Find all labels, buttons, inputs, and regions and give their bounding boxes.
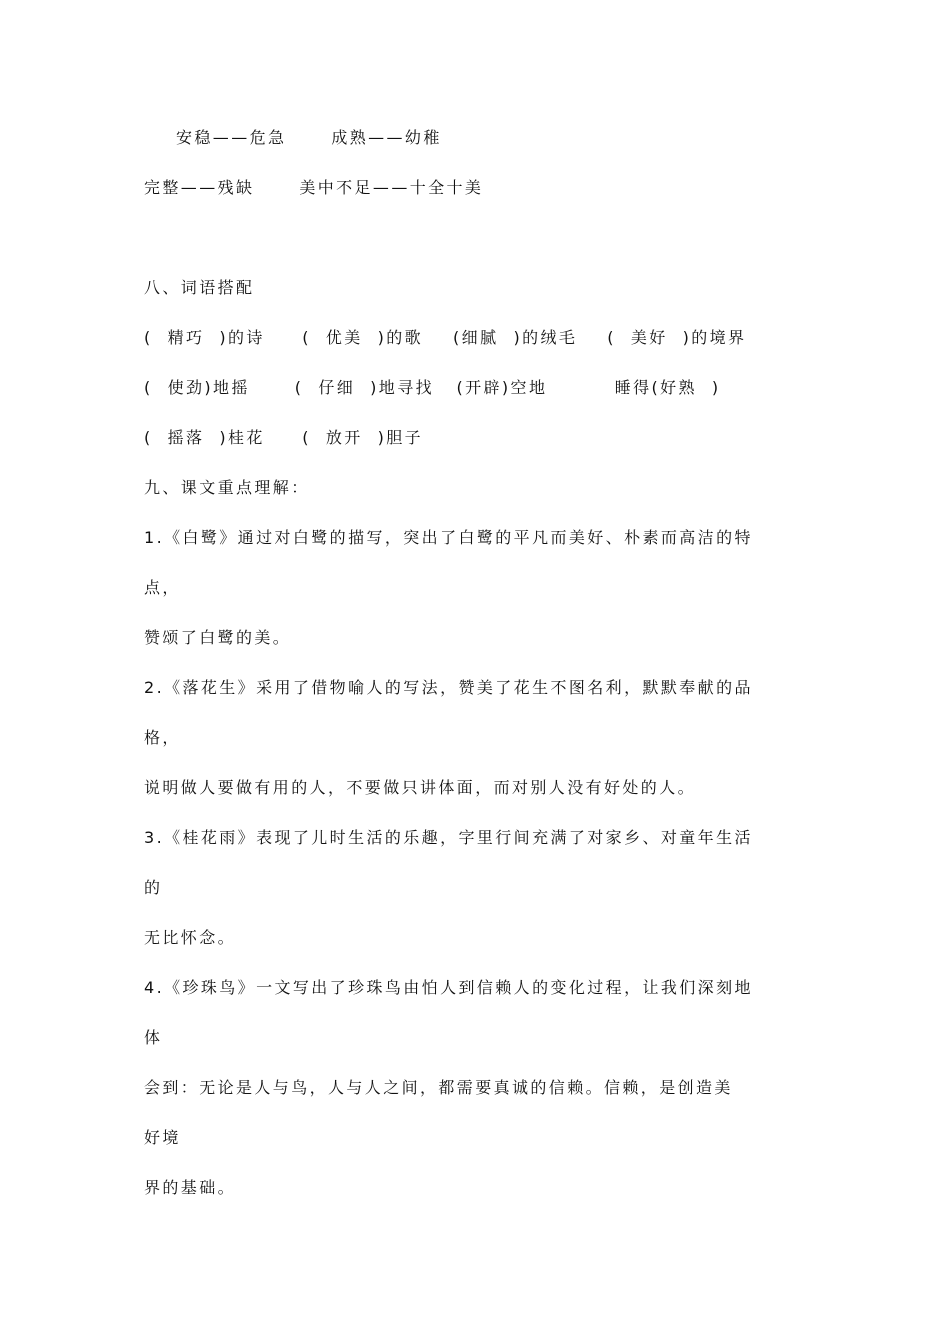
section-8-title: 八、词语搭配: [144, 278, 255, 297]
antonym-line-1: 安稳——危急 成熟——幼稚: [176, 128, 442, 147]
text-line: 好境: [144, 1128, 181, 1147]
text-line: 会到：无论是人与鸟，人与人之间，都需要真诚的信赖。信赖，是创造美: [144, 1078, 733, 1097]
text-line: 4.《珍珠鸟》一文写出了珍珠鸟由怕人到信赖人的变化过程，让我们深刻地: [144, 978, 753, 997]
text-line: 1.《白鹭》通过对白鹭的描写，突出了白鹭的平凡而美好、朴素而高洁的特: [144, 528, 753, 547]
text-line: 2.《落花生》采用了借物喻人的写法，赞美了花生不图名利，默默奉献的品: [144, 678, 753, 697]
word-pairing-row-1: ( 精巧 )的诗 ( 优美 )的歌 (细腻 )的绒毛 ( 美好 )的境界: [144, 328, 747, 347]
text-line: 点，: [144, 578, 181, 597]
text-line: 的: [144, 878, 163, 897]
text-line: 3.《桂花雨》表现了儿时生活的乐趣，字里行间充满了对家乡、对童年生活: [144, 828, 753, 847]
section-9-title: 九、课文重点理解：: [144, 478, 310, 497]
text-line: 说明做人要做有用的人，不要做只讲体面，而对别人没有好处的人。: [144, 778, 697, 797]
word-pairing-row-2: ( 使劲)地摇 ( 仔细 )地寻找 (开辟)空地 睡得(好熟 ): [144, 378, 721, 397]
text-line: 界的基础。: [144, 1178, 237, 1197]
text-line: 体: [144, 1028, 163, 1047]
antonym-line-2: 完整——残缺 美中不足——十全十美: [144, 178, 484, 197]
text-line: 格，: [144, 728, 181, 747]
text-line: 无比怀念。: [144, 928, 237, 947]
text-line: 赞颂了白鹭的美。: [144, 628, 292, 647]
word-pairing-row-3: ( 摇落 )桂花 ( 放开 )胆子: [144, 428, 424, 447]
